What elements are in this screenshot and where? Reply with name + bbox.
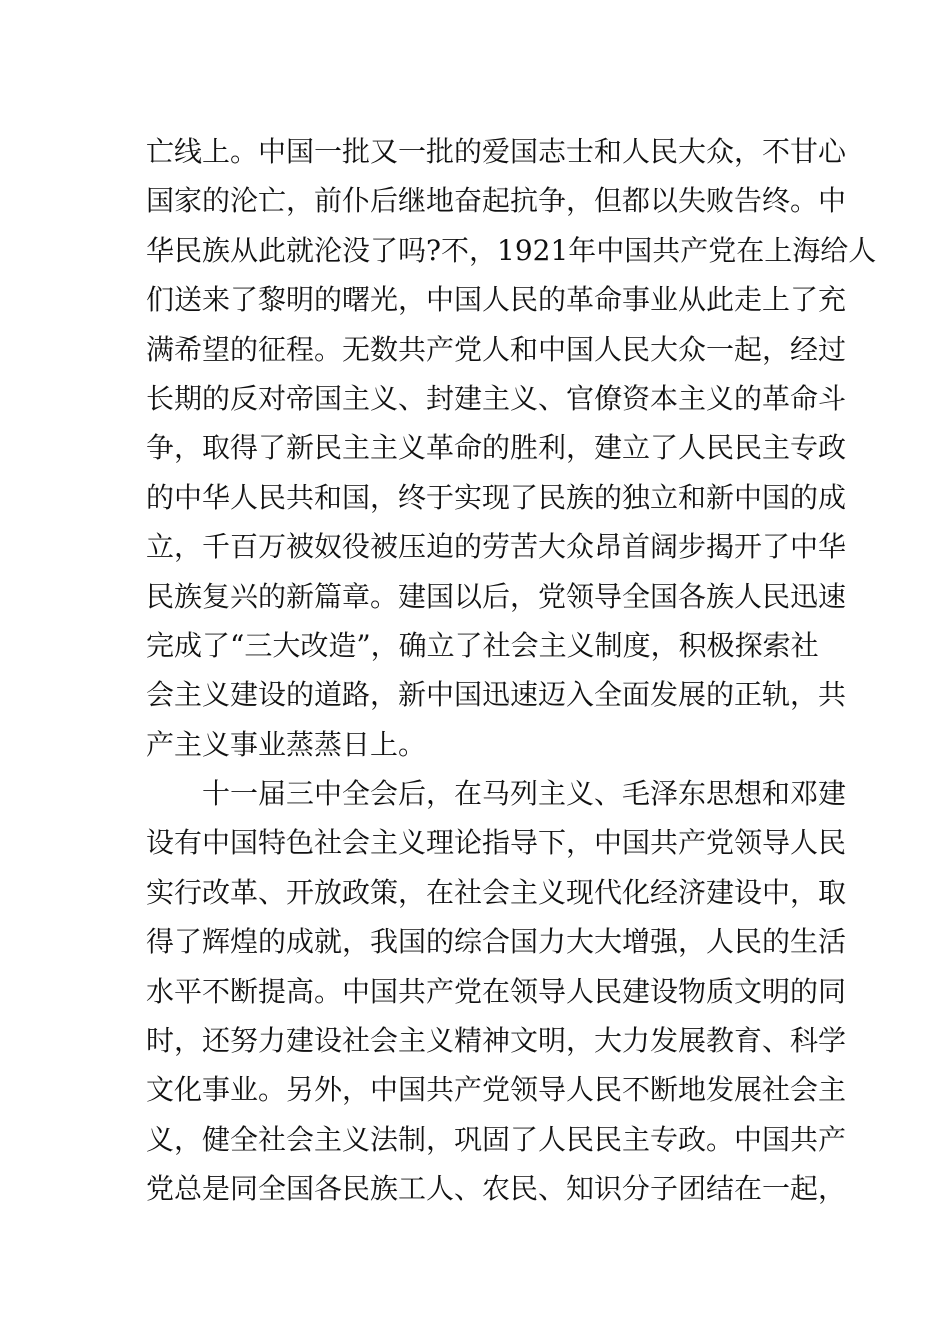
paragraph-2 — [146, 769, 847, 1214]
text-line: 争，取得了新民主主义革命的胜利，建立了人民民主专政 — [146, 431, 847, 465]
text-line: 会主义建设的道路，新中国迅速迈入全面发展的正轨，共 — [146, 678, 847, 712]
text-line: 长期的反对帝国主义、封建主义、官僚资本主义的革命斗 — [146, 381, 847, 415]
text-line: 立，千百万被奴役被压迫的劳苦大众昂首阔步揭开了中华 — [146, 530, 847, 564]
text-line: 水平不断提高。中国共产党在领导人民建设物质文明的同 — [146, 974, 847, 1008]
text-line: 义，健全社会主义法制，巩固了人民民主专政。中国共产 — [146, 1122, 847, 1156]
text-line: 的中华人民共和国，终于实现了民族的独立和新中国的成 — [146, 480, 847, 514]
text-line: 满希望的征程。无数共产党人和中国人民大众一起，经过 — [146, 332, 847, 366]
text-line: 党总是同全国各民族工人、农民、知识分子团结在一起， — [146, 1172, 847, 1206]
text-line: 产主义事业蒸蒸日上。 — [146, 727, 427, 761]
text-line: 华民族从此就沦没了吗?不，1921年中国共产党在上海给人 — [146, 233, 877, 267]
text-line: 十一届三中全会后，在马列主义、毛泽东思想和邓建 — [202, 777, 847, 811]
text-line: 设有中国特色社会主义理论指导下，中国共产党领导人民 — [146, 826, 847, 860]
text-line: 亡线上。中国一批又一批的爱国志士和人民大众，不甘心 — [146, 135, 847, 168]
text-line: 们送来了黎明的曙光，中国人民的革命事业从此走上了充 — [146, 283, 847, 317]
text-line: 得了辉煌的成就，我国的综合国力大大增强，人民的生活 — [146, 925, 847, 959]
text-line: 民族复兴的新篇章。建国以后，党领导全国各族人民迅速 — [146, 579, 847, 613]
paragraph-1 — [146, 127, 877, 769]
text-line: 文化事业。另外，中国共产党领导人民不断地发展社会主 — [146, 1073, 847, 1107]
document-body — [146, 127, 877, 1214]
text-line: 国家的沦亡，前仆后继地奋起抗争，但都以失败告终。中 — [146, 184, 847, 218]
text-line: 时，还努力建设社会主义精神文明，大力发展教育、科学 — [146, 1024, 847, 1058]
text-line: 实行改革、开放政策，在社会主义现代化经济建设中，取 — [146, 875, 847, 909]
text-line: 完成了“三大改造”，确立了社会主义制度，积极探索社 — [146, 628, 819, 662]
